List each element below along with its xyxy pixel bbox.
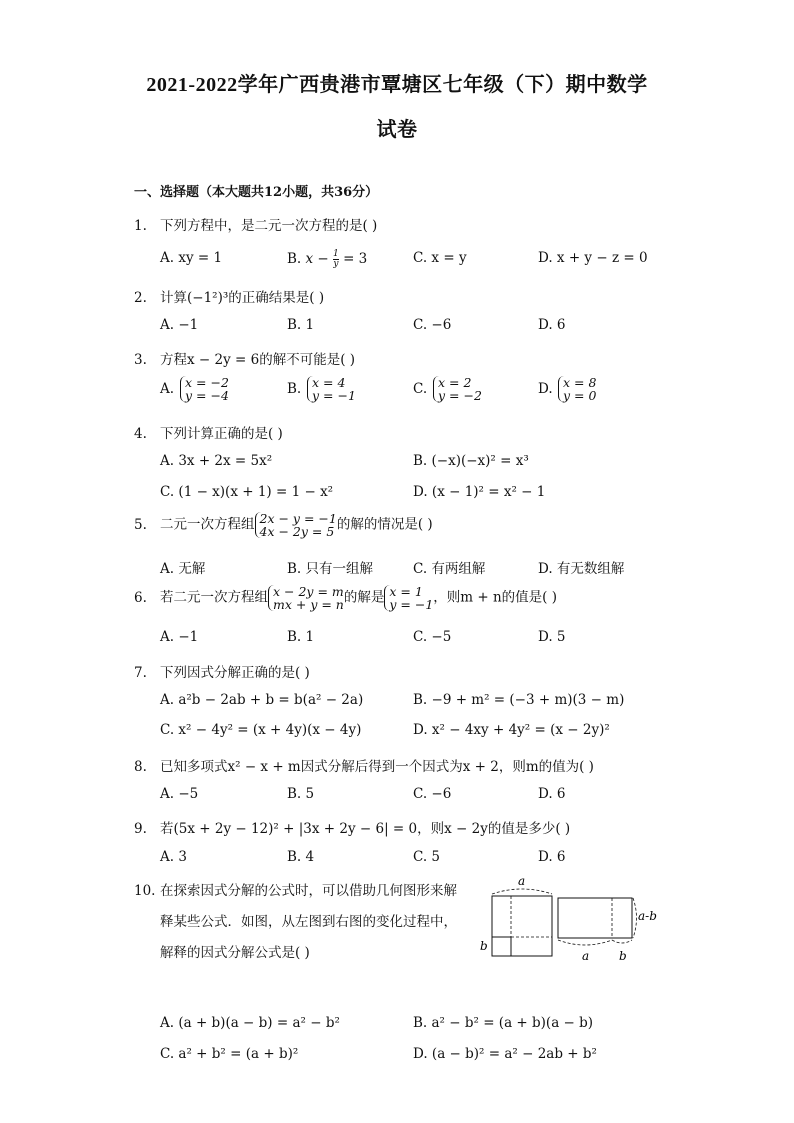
question-stem: 的解的情况是( ): [336, 516, 433, 533]
system-line: x = 2: [438, 375, 472, 390]
system-line: y = −4: [185, 388, 229, 403]
system-line: x − 2y = m: [273, 584, 344, 599]
q6-option-b[interactable]: B. 1: [287, 629, 315, 645]
q5-option-d[interactable]: D. 有无数组解: [538, 561, 625, 577]
q10-option-c[interactable]: C. a² + b² = (a + b)²: [160, 1046, 299, 1062]
system-line: 4x − 2y = 5: [259, 524, 335, 539]
question-number: 7.: [134, 665, 147, 681]
equation-system: [180, 376, 229, 402]
q7-option-d[interactable]: D. x² − 4xy + 4y² = (x − 2y)²: [413, 722, 610, 738]
question-3: [134, 348, 355, 368]
system-line: x = 8: [563, 375, 597, 390]
q4-option-d[interactable]: D. (x − 1)² = x² − 1: [413, 484, 546, 500]
question-10-line3: 解释的因式分解公式是( ): [160, 945, 310, 961]
q5-option-a[interactable]: A. 无解: [160, 561, 206, 577]
q4-option-c[interactable]: C. (1 − x)(x + 1) = 1 − x²: [160, 484, 334, 500]
q7-option-c[interactable]: C. x² − 4y² = (x + 4y)(x − 4y): [160, 722, 362, 738]
figure-label-a-minus-b: a-b: [638, 909, 657, 923]
question-2: [134, 286, 324, 306]
q8-option-c[interactable]: C. −6: [413, 786, 452, 802]
figure-label-a-bottom: a: [582, 949, 590, 963]
question-number: 1.: [134, 218, 147, 234]
q3-option-a[interactable]: [160, 376, 229, 402]
factorization-figure: [478, 872, 664, 964]
q2-option-d[interactable]: D. 6: [538, 317, 566, 333]
q1-option-a[interactable]: A. xy = 1: [160, 250, 223, 266]
q6-option-c[interactable]: C. −5: [413, 629, 452, 645]
q3-option-d[interactable]: [538, 376, 596, 402]
q7-option-b[interactable]: B. −9 + m² = (−3 + m)(3 − m): [413, 692, 625, 708]
question-number: 8.: [134, 759, 147, 775]
section-heading: 一、选择题（本大题共12小题，共36分）: [134, 185, 379, 200]
option-letter: C.: [413, 380, 428, 397]
question-5: [134, 512, 433, 538]
question-6: [134, 585, 557, 611]
question-1: [134, 214, 377, 234]
figure-label-b-bottom: b: [619, 949, 627, 963]
question-stem: 若二元一次方程组: [160, 589, 268, 606]
option-letter: A.: [160, 380, 175, 397]
q6-option-a[interactable]: A. −1: [160, 629, 199, 645]
question-10: [134, 879, 457, 899]
question-4: [134, 422, 283, 442]
question-number: 10.: [134, 883, 156, 899]
q10-option-b[interactable]: B. a² − b² = (a + b)(a − b): [413, 1015, 594, 1031]
paper-title-line2: 试卷: [376, 119, 418, 141]
q10-option-a[interactable]: A. (a + b)(a − b) = a² − b²: [160, 1015, 340, 1031]
system-line: y = −1: [389, 597, 434, 612]
question-stem: 计算(−1²)³的正确结果是( ): [160, 290, 325, 306]
q6-option-d[interactable]: D. 5: [538, 629, 566, 645]
q1-option-d[interactable]: D. x + y − z = 0: [538, 250, 648, 266]
q9-option-c[interactable]: C. 5: [413, 849, 441, 865]
q7-option-a[interactable]: A. a²b − 2ab + b = b(a² − 2a): [160, 692, 364, 708]
q1-option-b[interactable]: B. x − $\frac{1}{y}$ = 3: [287, 249, 368, 269]
question-8: [134, 755, 594, 775]
question-number: 6.: [134, 589, 147, 606]
question-number: 9.: [134, 821, 147, 837]
system-line: 2x − y = −1: [259, 511, 337, 526]
q1-option-c[interactable]: C. x = y: [413, 250, 467, 266]
q4-option-b[interactable]: B. (−x)(−x)² = x³: [413, 453, 529, 469]
question-number: 5.: [134, 516, 147, 533]
q5-option-c[interactable]: C. 有两组解: [413, 561, 486, 577]
q2-option-b[interactable]: B. 1: [287, 317, 315, 333]
q3-option-c[interactable]: [413, 376, 482, 402]
q8-option-d[interactable]: D. 6: [538, 786, 566, 802]
system-line: x = 1: [389, 584, 423, 599]
system-line: mx + y = n: [273, 597, 344, 612]
q2-option-a[interactable]: A. −1: [160, 317, 199, 333]
question-stem: 若(5x + 2y − 12)² + |3x + 2y − 6| = 0，则x − 2y的值是多少( ): [160, 821, 571, 837]
equation-system: [433, 376, 482, 402]
question-stem: 下列方程中，是二元一次方程的是( ): [160, 218, 378, 234]
system-line: x = −2: [185, 375, 229, 390]
system-line: y = −2: [438, 388, 482, 403]
option-letter: D.: [538, 380, 553, 397]
equation-system: [255, 512, 337, 538]
q2-option-c[interactable]: C. −6: [413, 317, 452, 333]
question-stem: 在探索因式分解的公式时，可以借助几何图形来解: [160, 883, 457, 899]
question-10-line2: 释某些公式．如图，从左图到右图的变化过程中，: [160, 914, 457, 930]
option-letter: B.: [287, 380, 302, 397]
q10-option-d[interactable]: D. (a − b)² = a² − 2ab + b²: [413, 1046, 597, 1062]
question-7: [134, 661, 310, 681]
q9-option-d[interactable]: D. 6: [538, 849, 566, 865]
figure-label-b-left: b: [480, 939, 488, 953]
question-stem: 二元一次方程组: [160, 516, 255, 533]
question-stem: ，则m + n的值是( ): [433, 589, 557, 606]
equation-system: [384, 585, 433, 611]
system-line: x = 4: [312, 375, 346, 390]
question-9: [134, 817, 570, 837]
question-stem: 下列计算正确的是( ): [160, 426, 283, 442]
equation-system: [558, 376, 596, 402]
q8-option-a[interactable]: A. −5: [160, 786, 199, 802]
q9-option-b[interactable]: B. 4: [287, 849, 315, 865]
question-stem: 已知多项式x² − x + m因式分解后得到一个因式为x + 2，则m的值为( ): [160, 759, 594, 775]
q5-option-b[interactable]: B. 只有一组解: [287, 561, 374, 577]
fraction: $\frac{1}{y}$: [333, 249, 339, 269]
question-stem: 下列因式分解正确的是( ): [160, 665, 310, 681]
system-line: y = 0: [563, 388, 597, 403]
system-line: y = −1: [312, 388, 356, 403]
equation-system: [268, 585, 344, 611]
q3-option-b[interactable]: [287, 376, 356, 402]
question-number: 3.: [134, 352, 147, 368]
q9-option-a[interactable]: A. 3: [160, 849, 187, 865]
q4-option-a[interactable]: A. 3x + 2x = 5x²: [160, 453, 273, 469]
figure-label-a-top: a: [518, 874, 526, 888]
question-number: 4.: [134, 426, 147, 442]
question-stem: 方程x − 2y = 6的解不可能是( ): [160, 352, 356, 368]
question-number: 2.: [134, 290, 147, 306]
paper-title-line1: 2021-2022学年广西贵港市覃塘区七年级（下）期中数学: [146, 74, 648, 96]
equation-system: [307, 376, 356, 402]
question-stem: 的解是: [343, 589, 385, 606]
q8-option-b[interactable]: B. 5: [287, 786, 315, 802]
